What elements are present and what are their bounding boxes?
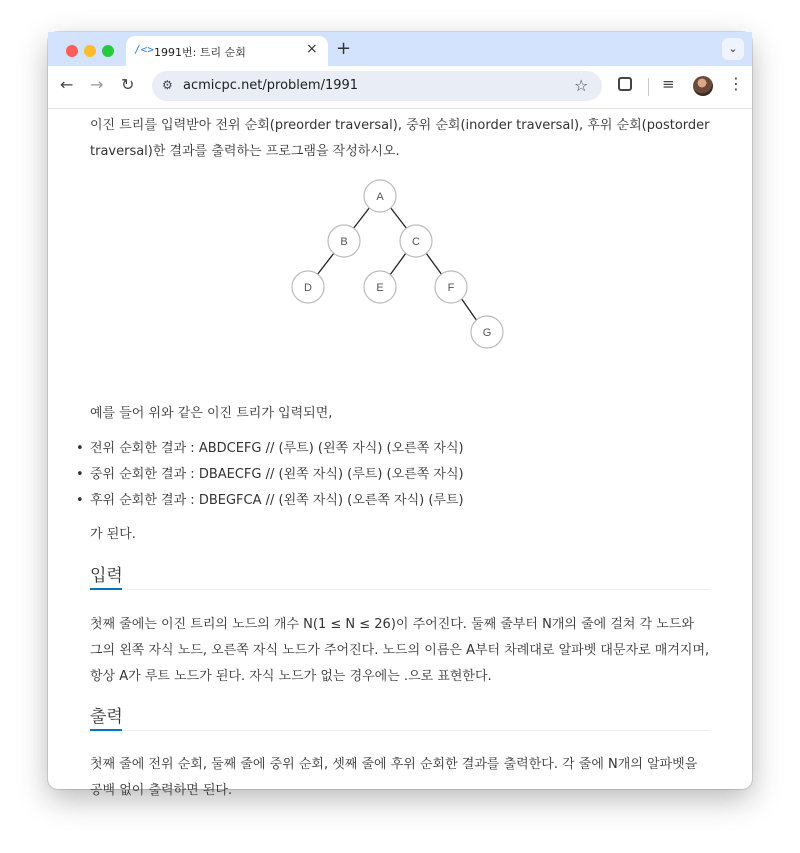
- minimize-window-button[interactable]: [84, 45, 96, 57]
- tree-edges: [317, 207, 477, 321]
- back-arrow-icon[interactable]: ←: [60, 75, 74, 94]
- tree-node-label: D: [304, 282, 312, 294]
- close-tab-icon[interactable]: ×: [306, 41, 318, 57]
- tree-node-label: G: [482, 327, 492, 339]
- tab-active[interactable]: [126, 36, 328, 66]
- code-icon: /<>: [134, 43, 154, 56]
- edge-c-f: [426, 253, 442, 275]
- example-outro: 가 된다.: [90, 527, 136, 542]
- tree-node-label: E: [376, 282, 384, 294]
- toolbar-divider: [648, 78, 649, 96]
- output-heading: 출력: [90, 707, 123, 727]
- edge-c-e: [390, 253, 406, 275]
- reading-list-icon[interactable]: ≡: [662, 75, 675, 93]
- example-intro: 예를 들어 위와 같은 이진 트리가 입력되면,: [90, 406, 333, 421]
- close-window-button[interactable]: [66, 45, 78, 57]
- url-text[interactable]: acmicpc.net/problem/1991: [183, 78, 359, 93]
- tree-node-label: C: [412, 236, 420, 248]
- edge-b-d: [317, 253, 334, 275]
- tree-node-label: F: [447, 282, 455, 294]
- tab-strip: [48, 32, 752, 66]
- tab-title: 1991번: 트리 순회: [154, 46, 246, 59]
- site-info-icon[interactable]: ⚙: [162, 78, 173, 92]
- list-item-postorder: • 후위 순회한 결과 : DBEGFCA // (왼쪽 자식) (오른쪽 자식) (루트): [90, 488, 464, 514]
- reload-icon[interactable]: ↻: [121, 75, 135, 94]
- heading-divider: [90, 730, 710, 731]
- bookmark-star-icon[interactable]: ☆: [574, 76, 589, 95]
- address-bar[interactable]: [152, 71, 602, 101]
- heading-accent-bar: [90, 588, 122, 590]
- tree-node-label: A: [376, 191, 384, 203]
- binary-tree-diagram: [284, 181, 516, 361]
- edge-a-c: [390, 207, 407, 229]
- more-menu-icon[interactable]: ⋮: [728, 74, 744, 93]
- browser-toolbar: [48, 66, 752, 109]
- heading-divider: [90, 589, 710, 590]
- problem-description: 이진 트리를 입력받아 전위 순회(preorder traversal), 중위 순회(inorder traversal), 후위 순회(postorder traversal)한 결과를 출력하는 프로그램을 작성하시오.: [90, 118, 710, 159]
- new-tab-button[interactable]: +: [336, 38, 352, 59]
- edge-f-g: [461, 298, 477, 321]
- list-item-inorder: • 중위 순회한 결과 : DBAECFG // (왼쪽 자식) (루트) (오른쪽 자식): [90, 462, 464, 488]
- forward-arrow-icon[interactable]: →: [90, 75, 104, 94]
- input-description: 첫째 줄에는 이진 트리의 노드의 개수 N(1 ≤ N ≤ 26)이 주어진다. 둘째 줄부터 N개의 줄에 걸쳐 각 노드와 그의 왼쪽 자식 노드, 오른쪽 자식 노드가 주어진다. 노드의 이름은 A부터 차례대로 알파벳 대문자로 매겨지며, 항상 A가 루트 노드가 된다. 자식 노드가 없는 경우에는 .으로 표현한다.: [90, 617, 710, 684]
- tree-node-label: B: [340, 236, 348, 248]
- list-item-preorder: • 전위 순회한 결과 : ABDCEFG // (루트) (왼쪽 자식) (오른쪽 자식): [90, 436, 464, 462]
- browser-window: [48, 32, 752, 798]
- output-description: 첫째 줄에 전위 순회, 둘째 줄에 중위 순회, 셋째 줄에 후위 순회한 결과를 출력한다. 각 줄에 N개의 알파벳을 공백 없이 출력하면 된다.: [90, 757, 698, 798]
- extensions-icon[interactable]: [618, 77, 632, 91]
- edge-a-b: [353, 207, 370, 229]
- page-content: [48, 109, 752, 798]
- input-heading: 입력: [90, 566, 123, 586]
- profile-avatar[interactable]: [693, 76, 713, 96]
- tab-search-button[interactable]: ⌄: [722, 38, 744, 60]
- maximize-window-button[interactable]: [102, 45, 114, 57]
- heading-accent-bar: [90, 729, 122, 731]
